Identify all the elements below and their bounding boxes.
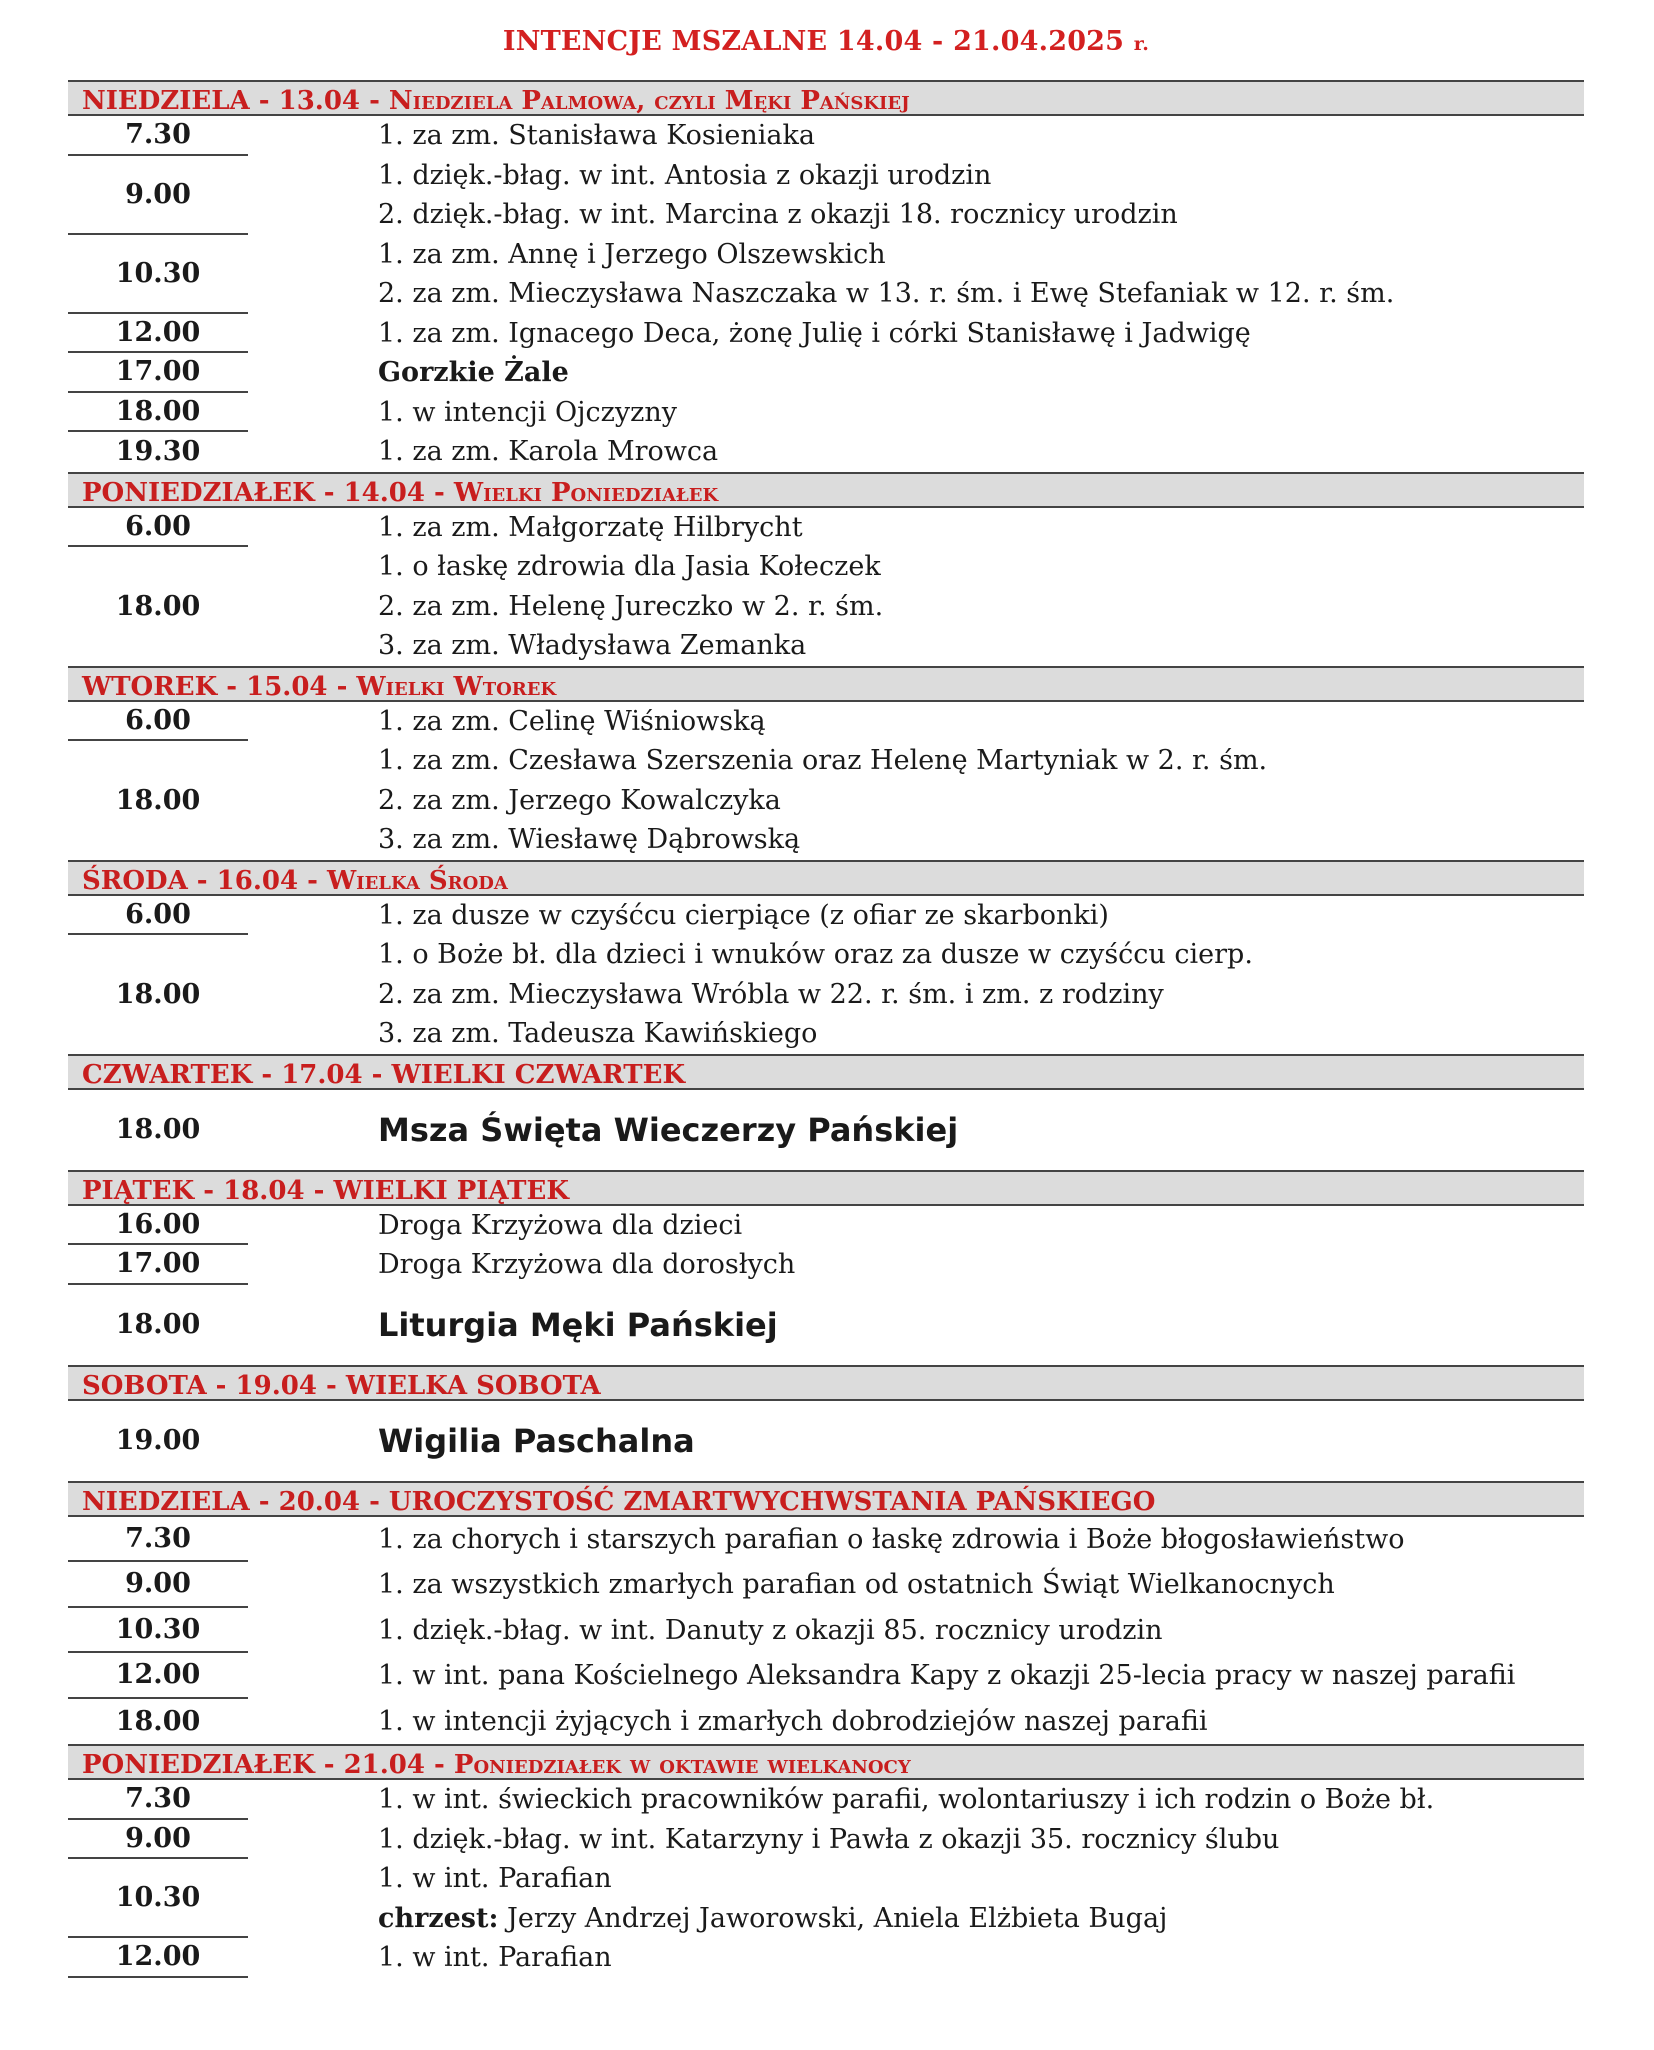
day-header — [68, 666, 1584, 702]
mass-time: 7.30 — [68, 1517, 248, 1563]
day-header — [68, 80, 1584, 116]
mass-time: 9.00 — [68, 1820, 248, 1860]
mass-time: 17.00 — [68, 353, 248, 393]
mass-time: 12.00 — [68, 314, 248, 354]
page-title — [68, 0, 1584, 80]
day-name: UROCZYSTOŚĆ ZMARTWYCHWSTANIA PAŃSKIEGO — [388, 1486, 1156, 1517]
mass-time: 7.30 — [68, 1780, 248, 1820]
mass-row — [68, 116, 1584, 156]
mass-row — [68, 547, 1584, 666]
intention-line: Msza Święta Wieczerzy Pańskiej — [378, 1110, 959, 1149]
day-date: PONIEDZIAŁEK - 14.04 - — [82, 477, 454, 508]
intention-line: 1. w intencji Ojczyzny — [378, 396, 677, 428]
intention-line: 1. o Boże bł. dla dzieci i wnuków oraz za dusze w czyśćcu cierp. — [378, 939, 1253, 970]
mass-row — [68, 432, 1584, 472]
intention-line: 1. za zm. Ignacego Deca, żonę Julię i córki Stanisławę i Jadwigę — [378, 317, 1251, 349]
day-date: WTOREK - 15.04 - — [82, 671, 357, 702]
mass-row — [68, 1401, 1584, 1481]
mass-time: 6.00 — [68, 508, 248, 548]
mass-time: 17.00 — [68, 1245, 248, 1285]
intention-line: 1. za zm. Czesława Szerszenia oraz Helenę Martyniak w 2. r. śm. — [378, 745, 1268, 776]
mass-row — [68, 1285, 1584, 1365]
intention-line: 1. w int. Parafian — [378, 1942, 612, 1973]
day-date: SOBOTA - 19.04 - — [82, 1370, 346, 1401]
day-header — [68, 860, 1584, 896]
mass-row — [68, 1780, 1584, 1820]
page-title-main: INTENCJE MSZALNE 14.04 - 21.04.2025 — [502, 26, 1125, 57]
day-name: WIELKI PIĄTEK — [333, 1175, 569, 1206]
mass-row — [68, 1245, 1584, 1285]
mass-time: 9.00 — [68, 1562, 248, 1608]
mass-row — [68, 1517, 1584, 1563]
intention-line: Wigilia Paschalna — [378, 1421, 695, 1460]
intention-line: 1. za chorych i starszych parafian o łaskę zdrowia i Boże błogosławieństwo — [378, 1523, 1405, 1555]
intention-line: 3. za zm. Wiesławę Dąbrowską — [378, 824, 801, 855]
mass-time: 10.30 — [68, 1859, 248, 1938]
mass-row — [68, 1699, 1584, 1745]
mass-row — [68, 935, 1584, 1054]
intention-line: 1. w int. świeckich pracowników parafii, wolontariuszy i ich rodzin o Boże bł. — [378, 1784, 1435, 1815]
day-name: Wielki Wtorek — [356, 671, 557, 702]
mass-row — [68, 1938, 1584, 1978]
intention-line: 1. dzięk.-błag. w int. Antosia z okazji urodzin — [378, 159, 992, 191]
day-header — [68, 1170, 1584, 1206]
intention-line: 3. za zm. Władysława Zemanka — [378, 630, 807, 661]
intention-line: 2. dzięk.-błag. w int. Marcina z okazji 18. rocznicy urodzin — [378, 199, 1178, 230]
baptism-line — [378, 1899, 1167, 1939]
day-name: Wielki Poniedziałek — [453, 477, 719, 508]
mass-row — [68, 1859, 1584, 1938]
day-header — [68, 1744, 1584, 1780]
mass-time: 19.00 — [115, 1425, 201, 1456]
intention-line: 2. za zm. Jerzego Kowalczyka — [378, 784, 781, 816]
mass-time: 12.00 — [68, 1938, 248, 1978]
day-name: WIELKI CZWARTEK — [391, 1059, 686, 1090]
mass-time: 7.30 — [68, 116, 248, 156]
mass-time: 9.00 — [68, 156, 248, 235]
page-title-suffix: r. — [1133, 33, 1150, 55]
mass-row — [68, 508, 1584, 548]
day-name: WIELKA SOBOTA — [345, 1370, 601, 1401]
day-date: NIEDZIELA - 20.04 - — [82, 1486, 389, 1517]
mass-row — [68, 1653, 1584, 1699]
mass-row — [68, 235, 1584, 314]
day-date: PIĄTEK - 18.04 - — [82, 1175, 334, 1206]
intention-line: 2. za zm. Mieczysława Naszczaka w 13. r. śm. i Ewę Stefaniak w 12. r. śm. — [378, 278, 1395, 309]
day-name: Wielka Środa — [326, 865, 508, 896]
intention-line: 1. w intencji żyjących i zmarłych dobrodziejów naszej parafii — [378, 1705, 1208, 1737]
intention-line: 1. za dusze w czyśćcu cierpiące (z ofiar ze skarbonki) — [378, 899, 1109, 931]
intentions-page — [68, 0, 1584, 1978]
day-header — [68, 1365, 1584, 1401]
day-date: ŚRODA - 16.04 - — [82, 865, 327, 896]
intention-line: 2. za zm. Helenę Jureczko w 2. r. śm. — [378, 590, 884, 622]
mass-row — [68, 896, 1584, 936]
intention-line: 1. w int. pana Kościelnego Aleksandra Kapy z okazji 25-lecia pracy w naszej parafii — [378, 1660, 1516, 1691]
intention-line: 1. dzięk.-błag. w int. Katarzyny i Pawła z okazji 35. rocznicy ślubu — [378, 1823, 1280, 1855]
intention-line: 1. za wszystkich zmarłych parafian od ostatnich Świąt Wielkanocnych — [378, 1569, 1335, 1600]
intention-line: 1. za zm. Annę i Jerzego Olszewskich — [378, 238, 886, 270]
mass-time: 18.00 — [68, 393, 248, 433]
mass-time: 18.00 — [115, 1114, 201, 1145]
mass-row — [68, 393, 1584, 433]
mass-time: 19.30 — [115, 436, 201, 468]
intention-line: 1. za zm. Małgorzatę Hilbrycht — [378, 511, 803, 543]
day-header — [68, 1481, 1584, 1517]
mass-row — [68, 1562, 1584, 1608]
mass-time: 18.00 — [115, 1309, 201, 1340]
intention-line: 2. za zm. Mieczysława Wróbla w 22. r. śm. i zm. z rodziny — [378, 978, 1164, 1010]
day-header — [68, 472, 1584, 508]
intention-line: 1. za zm. Celinę Wiśniowską — [378, 705, 766, 737]
intention-line: Gorzkie Żale — [378, 357, 569, 388]
mass-time: 18.00 — [115, 978, 201, 1010]
intention-line: 1. za zm. Stanisława Kosieniaka — [378, 120, 815, 151]
mass-time: 6.00 — [68, 702, 248, 742]
mass-time: 16.00 — [68, 1206, 248, 1246]
day-header — [68, 1054, 1584, 1090]
intention-line: 1. o łaskę zdrowia dla Jasia Kołeczek — [378, 551, 881, 582]
day-date: NIEDZIELA - 13.04 - — [82, 86, 389, 116]
mass-time: 18.00 — [115, 590, 201, 622]
intention-line: 1. w int. Parafian — [378, 1863, 612, 1894]
mass-time: 18.00 — [115, 784, 201, 816]
intention-line: 1. za zm. Karola Mrowca — [378, 436, 719, 467]
intention-line: Droga Krzyżowa dla dorosłych — [378, 1249, 796, 1280]
mass-row — [68, 156, 1584, 235]
mass-row — [68, 1820, 1584, 1860]
day-date: PONIEDZIAŁEK - 21.04 - — [82, 1750, 454, 1780]
day-date: CZWARTEK - 17.04 - — [82, 1059, 392, 1090]
mass-row — [68, 702, 1584, 742]
mass-time: 10.30 — [68, 235, 248, 314]
mass-row — [68, 741, 1584, 860]
intention-line: 1. dzięk.-błag. w int. Danuty z okazji 85. rocznicy urodzin — [378, 1614, 1163, 1646]
intention-line: 3. za zm. Tadeusza Kawińskiego — [378, 1018, 818, 1049]
day-name: Poniedziałek w oktawie wielkanocy — [453, 1750, 911, 1780]
mass-row — [68, 1206, 1584, 1246]
mass-time: 12.00 — [68, 1653, 248, 1699]
mass-row — [68, 1090, 1584, 1170]
mass-time: 18.00 — [115, 1705, 201, 1737]
mass-row — [68, 353, 1584, 393]
intention-line: Droga Krzyżowa dla dzieci — [378, 1209, 743, 1241]
baptism-names: Jerzy Andrzej Jaworowski, Aniela Elżbieta Bugaj — [498, 1902, 1168, 1934]
mass-time: 6.00 — [68, 896, 248, 936]
baptism-label: chrzest: — [378, 1902, 499, 1934]
day-name: Niedziela Palmowa, czyli Męki Pańskiej — [388, 86, 910, 116]
intention-line: Liturgia Męki Pańskiej — [378, 1305, 778, 1344]
mass-time: 10.30 — [68, 1608, 248, 1654]
mass-row — [68, 314, 1584, 354]
mass-row — [68, 1608, 1584, 1654]
